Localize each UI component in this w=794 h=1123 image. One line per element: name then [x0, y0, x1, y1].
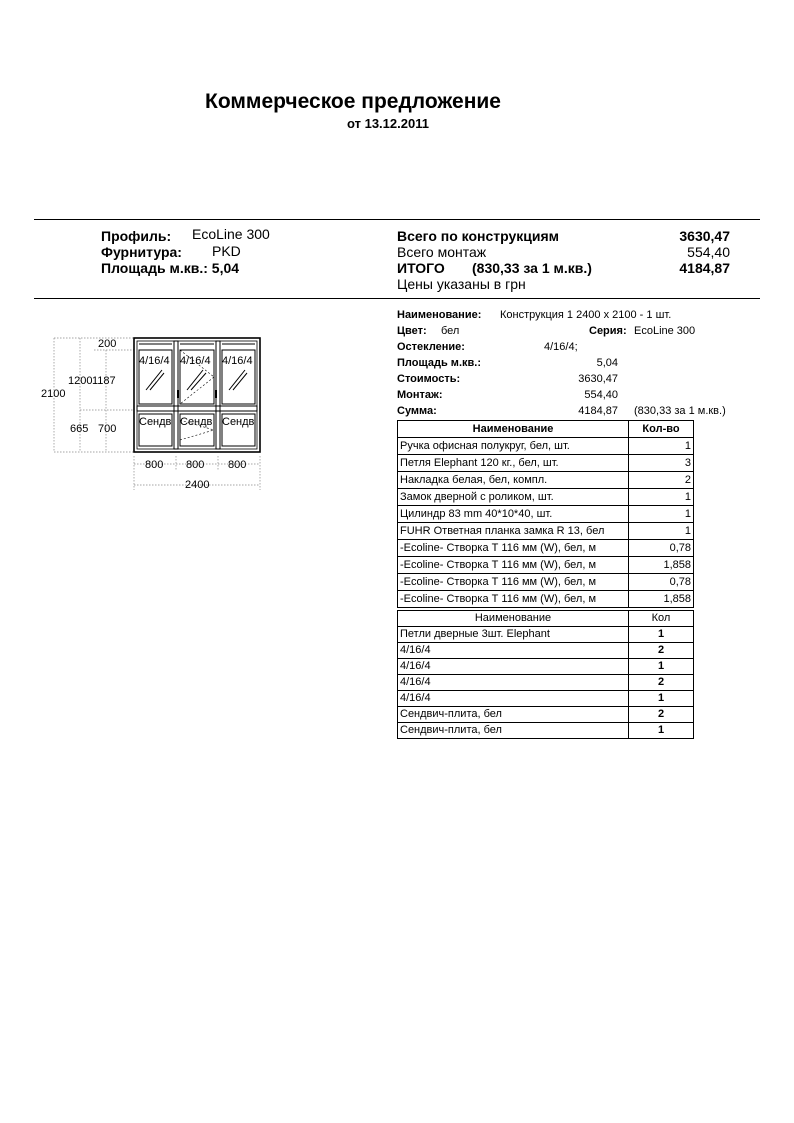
door-handle: [177, 390, 179, 398]
detail-name-label: Наименование:: [397, 309, 482, 321]
table-row: [398, 707, 694, 723]
filling-name: 4/16/4: [398, 675, 629, 691]
table-row: [398, 506, 694, 523]
detail-sum-label: Сумма:: [397, 405, 437, 417]
item-qty: 0,78: [629, 540, 694, 557]
currency-note: Цены указаны в грн: [397, 276, 526, 292]
dim-top-offset: 200: [98, 338, 117, 350]
detail-glazing-value: 4/16/4;: [544, 341, 578, 353]
item-qty: 1: [629, 506, 694, 523]
panel-label-center: Сендв: [180, 416, 213, 428]
item-qty: 0,78: [629, 574, 694, 591]
item-name: -Ecoline- Створка Т 116 мм (W), бел, м: [398, 557, 629, 574]
detail-install-label: Монтаж:: [397, 389, 443, 401]
item-name: -Ecoline- Створка Т 116 мм (W), бел, м: [398, 591, 629, 608]
filling-name: Сендвич-плита, бел: [398, 723, 629, 739]
table-row: [398, 540, 694, 557]
item-qty: 1,858: [629, 591, 694, 608]
total-constructions-label: Всего по конструкциям: [397, 228, 560, 244]
table-row: [398, 523, 694, 540]
dim-overall-width: 2400: [185, 479, 210, 491]
item-qty: 1,858: [629, 557, 694, 574]
dim-glass-height: 1187: [92, 375, 116, 387]
filling-qty: 2: [629, 675, 694, 691]
divider-bottom: [34, 298, 760, 299]
panel-label-right: Сендв: [222, 416, 255, 428]
dim-sash-width-1: 800: [145, 459, 164, 471]
table-row: [398, 472, 694, 489]
detail-series-value: EcoLine 300: [634, 325, 696, 337]
grand-total-value: 4184,87: [679, 260, 730, 276]
area-total: Площадь м.кв.: 5,04: [101, 260, 240, 276]
grand-total-label: ИТОГО: [397, 260, 445, 276]
filling-qty: 1: [629, 691, 694, 707]
table-row: [398, 627, 694, 643]
grand-total-per-m2: (830,33 за 1 м.кв.): [472, 260, 592, 276]
filling-name: 4/16/4: [398, 691, 629, 707]
table-row: [398, 557, 694, 574]
item-name: -Ecoline- Створка Т 116 мм (W), бел, м: [398, 540, 629, 557]
page-title: Коммерческое предложение: [205, 90, 501, 113]
filling-name: Сендвич-плита, бел: [398, 707, 629, 723]
detail-glazing-label: Остекление:: [397, 341, 465, 353]
accessories-table: [397, 420, 694, 608]
table-row: [398, 723, 694, 739]
filling-qty: 2: [629, 643, 694, 659]
total-install-label: Всего монтаж: [397, 244, 487, 260]
filling-qty: 1: [629, 627, 694, 643]
table-row: [398, 489, 694, 506]
filling-name: 4/16/4: [398, 643, 629, 659]
item-qty: 3: [629, 455, 694, 472]
profile-label: Профиль:: [101, 228, 172, 244]
dim-lower-panel: 700: [98, 423, 117, 435]
detail-cost-label: Стоимость:: [397, 373, 461, 385]
hardware-value: PKD: [212, 243, 241, 259]
detail-sum-value: 4184,87: [578, 405, 618, 417]
item-qty: 1: [629, 489, 694, 506]
dim-lower-height: 665: [70, 423, 89, 435]
table-row: [398, 438, 694, 455]
dim-overall-height: 2100: [41, 388, 66, 400]
item-name: Ручка офисная полукруг, бел, шт.: [398, 438, 629, 455]
filling-name: 4/16/4: [398, 659, 629, 675]
glass-label-center: 4/16/4: [180, 355, 211, 367]
total-constructions-value: 3630,47: [679, 228, 730, 244]
item-name: Цилиндр 83 mm 40*10*40, шт.: [398, 506, 629, 523]
filling-qty: 1: [629, 659, 694, 675]
item-name: Петля Elephant 120 кг., бел, шт.: [398, 455, 629, 472]
table-header-row: [398, 421, 694, 438]
table-row: [398, 675, 694, 691]
detail-name-value: Конструкция 1 2400 x 2100 - 1 шт.: [500, 309, 672, 321]
detail-area-value: 5,04: [596, 357, 618, 369]
detail-area-label: Площадь м.кв.:: [397, 357, 481, 369]
item-name: Замок дверной с роликом, шт.: [398, 489, 629, 506]
dim-upper-height: 1200: [68, 375, 93, 387]
total-install-value: 554,40: [687, 244, 730, 260]
item-qty: 2: [629, 472, 694, 489]
glass-label-left: 4/16/4: [139, 355, 170, 367]
column-header-name: Наименование: [398, 611, 629, 627]
page-date: от 13.12.2011: [347, 116, 429, 131]
detail-series-label: Серия:: [589, 325, 627, 337]
detail-install-value: 554,40: [584, 389, 618, 401]
dim-sash-width-2: 800: [186, 459, 205, 471]
item-qty: 1: [629, 438, 694, 455]
table-row: [398, 574, 694, 591]
column-header-qty: Кол: [629, 611, 694, 627]
column-header-name: Наименование: [398, 421, 629, 438]
item-name: Накладка белая, бел, компл.: [398, 472, 629, 489]
panel-label-left: Сендв: [139, 416, 172, 428]
profile-value: EcoLine 300: [192, 226, 270, 242]
filling-qty: 2: [629, 707, 694, 723]
item-name: -Ecoline- Створка Т 116 мм (W), бел, м: [398, 574, 629, 591]
glass-label-right: 4/16/4: [222, 355, 253, 367]
divider-top: [34, 219, 760, 220]
detail-sum-per-m2: (830,33 за 1 м.кв.): [634, 405, 726, 417]
table-row: [398, 591, 694, 608]
item-qty: 1: [629, 523, 694, 540]
detail-cost-value: 3630,47: [578, 373, 618, 385]
item-name: FUHR Ответная планка замка R 13, бел: [398, 523, 629, 540]
table-row: [398, 691, 694, 707]
table-header-row: [398, 611, 694, 627]
hardware-label: Фурнитура:: [101, 244, 182, 260]
table-row: [398, 659, 694, 675]
filling-qty: 1: [629, 723, 694, 739]
table-row: [398, 455, 694, 472]
construction-drawing: [30, 330, 270, 495]
detail-color-value: бел: [441, 325, 460, 337]
detail-color-label: Цвет:: [397, 325, 427, 337]
column-header-qty: Кол-во: [629, 421, 694, 438]
fillings-table: [397, 610, 694, 739]
filling-name: Петли дверные 3шт. Elephant: [398, 627, 629, 643]
table-row: [398, 643, 694, 659]
dim-sash-width-3: 800: [228, 459, 247, 471]
